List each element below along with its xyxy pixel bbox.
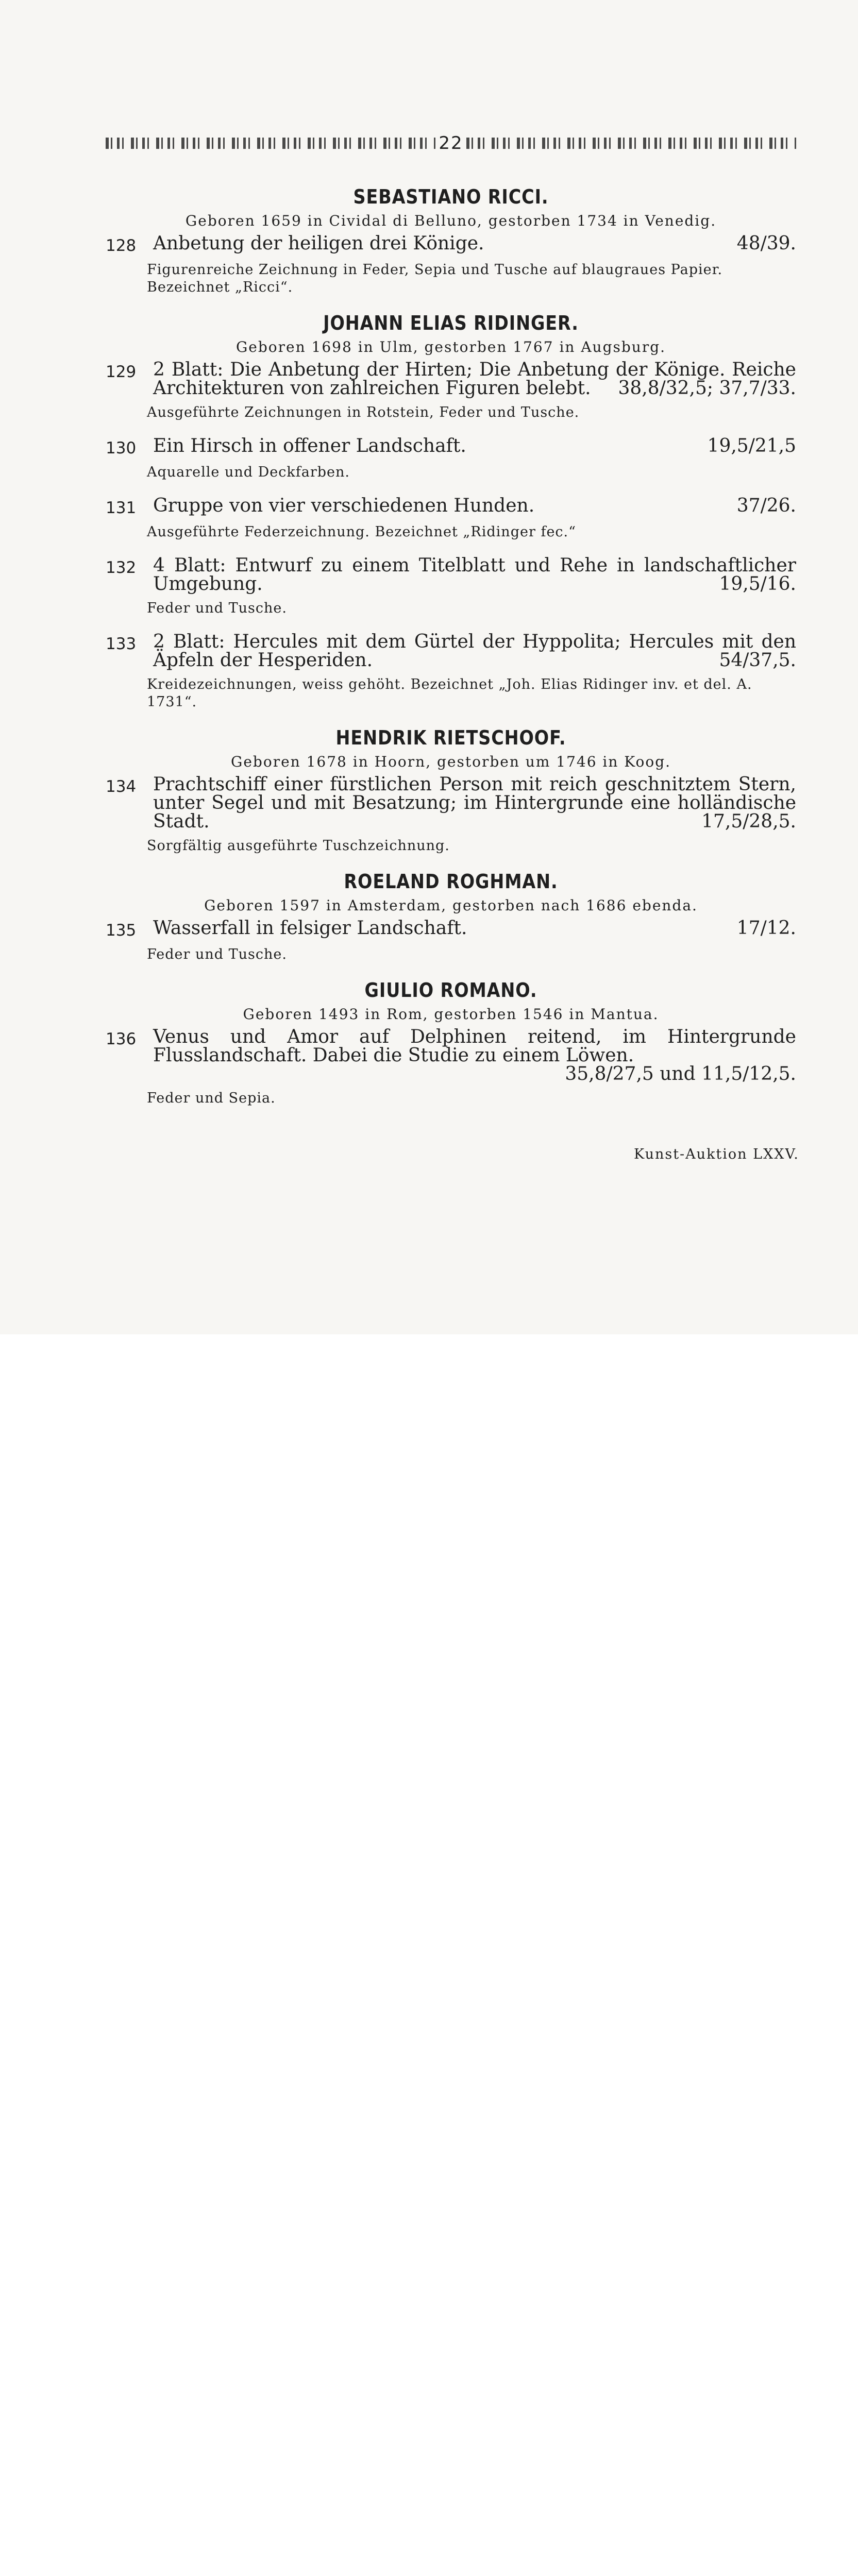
artist-heading: ROELAND ROGHMAN. (344, 870, 558, 893)
entry-row (106, 1028, 796, 1083)
artist-bio: Geboren 1493 in Rom, gestorben 1546 in Mantua. (243, 1006, 659, 1023)
catalog-content (106, 185, 796, 1123)
artist-heading: JOHANN ELIAS RIDINGER. (323, 312, 579, 334)
artist-bio: Geboren 1698 in Ulm, gestorben 1767 in Augsburg. (235, 338, 666, 355)
lot-title (153, 437, 796, 455)
lot-title-text: Venus und Amor auf Delphinen reitend, im Hintergrunde Flusslandschaft. Dabei die Studie zu einem Löwen. (153, 1026, 796, 1066)
lot-title-text: Prachtschiff einer fürstlichen Person mit reich geschnitztem Stern, unter Segel und mit Besatzung; im Hintergrunde eine holländische Stadt. (153, 774, 796, 832)
lot-title-text: Gruppe von vier verschiedenen Hunden. (153, 495, 535, 516)
lot-title-text: Anbetung der heiligen drei Könige. (153, 233, 484, 254)
lot-title (153, 361, 796, 398)
entry-body (153, 234, 796, 255)
page-number: 22 (439, 133, 463, 154)
entry-row (106, 437, 796, 457)
artist-section (106, 979, 796, 1107)
artist-section (106, 312, 796, 711)
entry-body (153, 775, 796, 831)
lot-number: 134 (106, 777, 137, 796)
lot-title-text: Wasserfall in felsiger Landschaft. (153, 918, 467, 939)
lot-note: Sorgfältig ausgeführte Tuschzeichnung. (147, 838, 450, 854)
lot-measure: 19,5/16. (719, 573, 796, 595)
entry-row (106, 556, 796, 594)
catalog-entry (106, 437, 796, 481)
entry-row (106, 361, 796, 398)
lot-note: Feder und Sepia. (147, 1090, 276, 1106)
lot-measure: 37/26. (736, 495, 796, 516)
lot-note: Kreidezeichnungen, weiss gehöht. Bezeichnet „Joh. Elias Ridinger inv. et del. A. 1731“. (147, 676, 752, 710)
lot-title-text: 2 Blatt: Hercules mit dem Gürtel der Hyppolita; Hercules mit den Äpfeln der Hesperiden. (153, 631, 796, 671)
lot-number: 132 (106, 558, 137, 577)
entry-body (153, 497, 796, 517)
catalog-footer: Kunst-Auktion LXXV. (634, 1146, 799, 1162)
entry-body (153, 1028, 796, 1083)
lot-number: 136 (106, 1030, 137, 1048)
catalog-entry (106, 361, 796, 421)
catalog-entry (106, 1028, 796, 1107)
lot-number: 131 (106, 499, 137, 517)
lot-measure: 19,5/21,5 (707, 435, 796, 456)
catalog-entry (106, 234, 796, 296)
lot-title-text: 2 Blatt: Die Anbetung der Hirten; Die Anbetung der Könige. Reiche Architekturen von zahlreichen Figuren belebt. (153, 359, 796, 399)
lot-number: 135 (106, 921, 137, 940)
entry-body (153, 919, 796, 940)
catalog-entry (106, 633, 796, 711)
lot-title-text: 4 Blatt: Entwurf zu einem Titelblatt und Rehe in landschaftlicher Umgebung. (153, 555, 796, 595)
ornament-left (106, 138, 435, 149)
lot-note: Feder und Tusche. (147, 946, 287, 962)
catalog-entry (106, 556, 796, 617)
lot-title (153, 633, 796, 670)
lot-title (153, 1026, 796, 1084)
lot-title (153, 775, 796, 831)
lot-title (153, 919, 796, 938)
catalog-entry (106, 775, 796, 855)
lot-measure: 17,5/28,5. (701, 811, 796, 832)
lot-note: Feder und Tusche. (147, 600, 287, 616)
entry-row (106, 775, 796, 831)
page-header (106, 130, 796, 157)
artist-heading: GIULIO ROMANO. (364, 979, 537, 1002)
entry-row (106, 919, 796, 940)
lot-measure: 17/12. (736, 918, 796, 939)
entry-body (153, 437, 796, 457)
artist-heading: HENDRIK RIETSCHOOF. (335, 726, 566, 749)
lot-note: Figurenreiche Zeichnung in Feder, Sepia und Tusche auf blaugraues Papier. Bezeichnet „Ricci“. (147, 262, 723, 295)
lot-note: Ausgeführte Zeichnungen in Rotstein, Feder und Tusche. (147, 404, 580, 420)
artist-section (106, 185, 796, 296)
artist-section (106, 870, 796, 963)
catalog-entry (106, 497, 796, 541)
lot-number: 130 (106, 439, 137, 457)
artist-bio: Geboren 1597 in Amsterdam, gestorben nach 1686 ebenda. (204, 897, 698, 914)
entry-body (153, 361, 796, 398)
lot-number: 133 (106, 635, 137, 653)
lot-measure: 54/37,5. (719, 650, 796, 671)
lot-note: Ausgeführte Federzeichnung. Bezeichnet „Ridinger fec.“ (147, 524, 576, 540)
entry-body (153, 556, 796, 594)
artist-heading: SEBASTIANO RICCI. (353, 185, 549, 208)
entry-row (106, 497, 796, 517)
lot-measure: 35,8/27,5 und 11,5/12,5. (565, 1063, 796, 1084)
digitization-strip (0, 1340, 858, 1403)
catalog-entry (106, 919, 796, 963)
entry-row (106, 633, 796, 670)
lot-note: Aquarelle und Deckfarben. (147, 464, 350, 480)
ornament-right (466, 138, 796, 149)
lot-title (153, 556, 796, 594)
lot-measure: 48/39. (736, 233, 796, 254)
artist-section (106, 726, 796, 855)
entry-row (106, 234, 796, 255)
lot-measure: 38,8/32,5; 37,7/33. (618, 378, 796, 399)
lot-title-text: Ein Hirsch in offener Landschaft. (153, 435, 466, 456)
lot-number: 128 (106, 236, 137, 255)
entry-body (153, 633, 796, 670)
artist-bio: Geboren 1678 in Hoorn, gestorben um 1746 in Koog. (230, 753, 671, 770)
lot-title (153, 497, 796, 515)
artist-bio: Geboren 1659 in Cividal di Belluno, gestorben 1734 in Venedig. (185, 212, 717, 229)
lot-title (153, 234, 796, 253)
lot-number: 129 (106, 363, 137, 381)
